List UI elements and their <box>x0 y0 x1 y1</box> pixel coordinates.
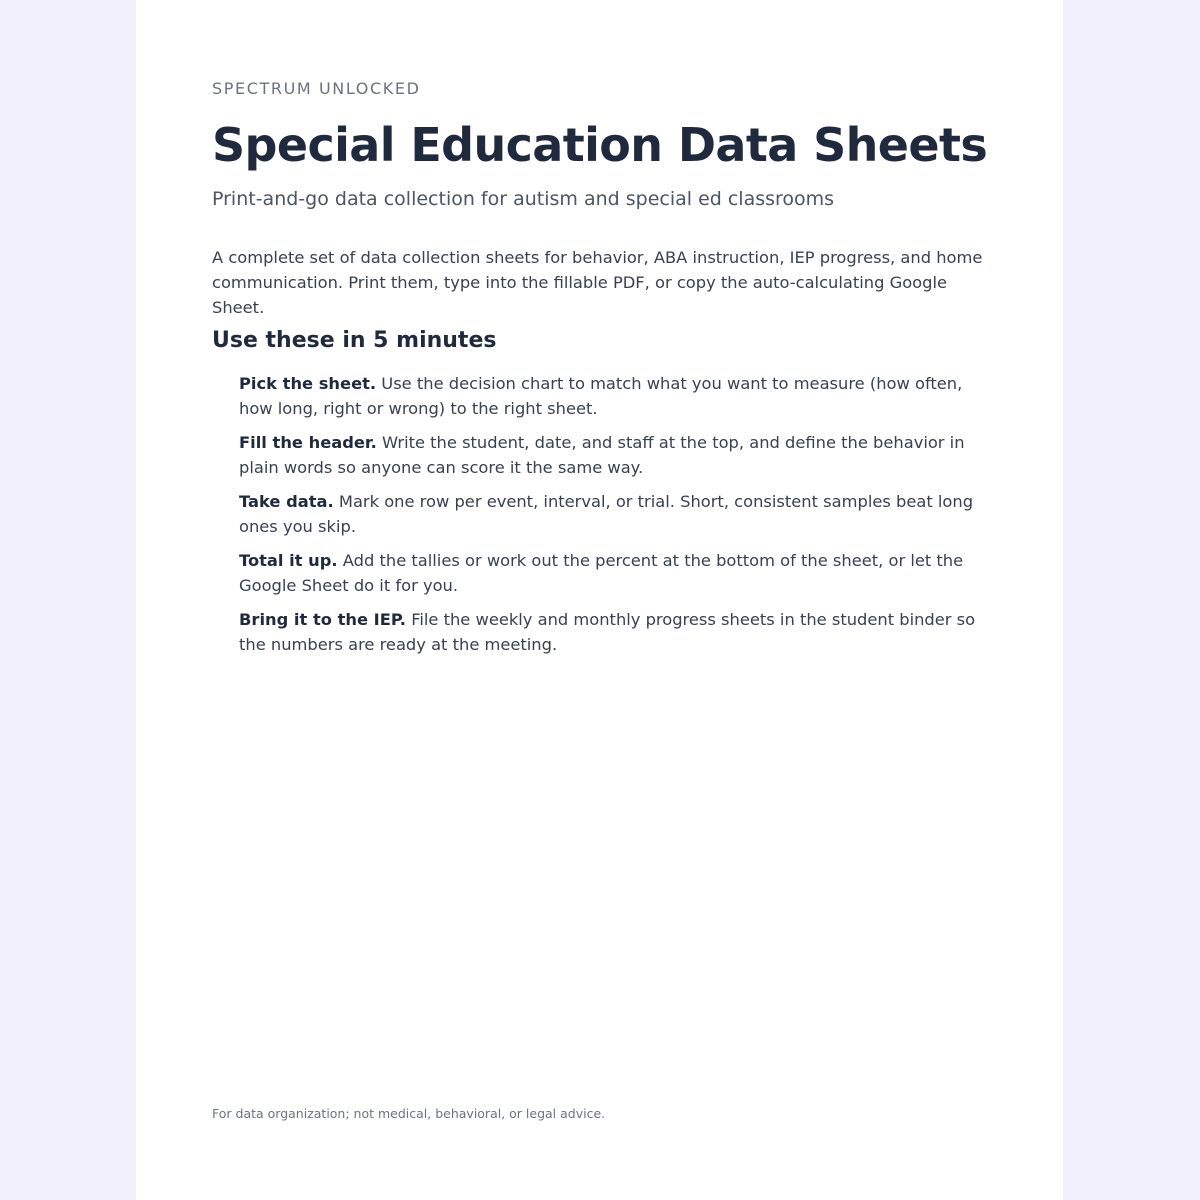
step-item <box>239 607 999 657</box>
step-text: Add the tallies or work out the percent at the bottom of the sheet, or let the Google Sheet do it for you. <box>239 551 964 595</box>
step-item <box>239 489 999 539</box>
brand-name: SPECTRUM UNLOCKED <box>212 79 421 98</box>
step-text: Write the student, date, and staff at the top, and define the behavior in plain words so anyone can score it the same way. <box>239 433 965 477</box>
steps-list <box>239 371 999 666</box>
step-lead: Take data. <box>239 492 334 511</box>
step-item <box>239 430 999 480</box>
step-lead: Fill the header. <box>239 433 377 452</box>
document-page <box>136 0 1063 1200</box>
step-text: File the weekly and monthly progress sheets in the student binder so the numbers are ready at the meeting. <box>239 610 976 654</box>
step-item <box>239 371 999 421</box>
intro-paragraph: A complete set of data collection sheets for behavior, ABA instruction, IEP progress, and home communication. Print them, type into the fillable PDF, or copy the auto-calculating Google Sheet. <box>212 248 983 317</box>
page-subtitle: Print-and-go data collection for autism and special ed classrooms <box>212 188 835 210</box>
page-title: Special Education Data Sheets <box>212 118 988 172</box>
step-lead: Pick the sheet. <box>239 374 377 393</box>
section-heading: Use these in 5 minutes <box>212 328 497 353</box>
footer-disclaimer: For data organization; not medical, behavioral, or legal advice. <box>212 1106 606 1121</box>
step-lead: Total it up. <box>239 551 338 570</box>
step-lead: Bring it to the IEP. <box>239 610 406 629</box>
step-text: Use the decision chart to match what you want to measure (how often, how long, right or wrong) to the right sheet. <box>239 374 963 418</box>
step-text: Mark one row per event, interval, or trial. Short, consistent samples beat long ones you skip. <box>239 492 974 536</box>
step-item <box>239 548 999 598</box>
